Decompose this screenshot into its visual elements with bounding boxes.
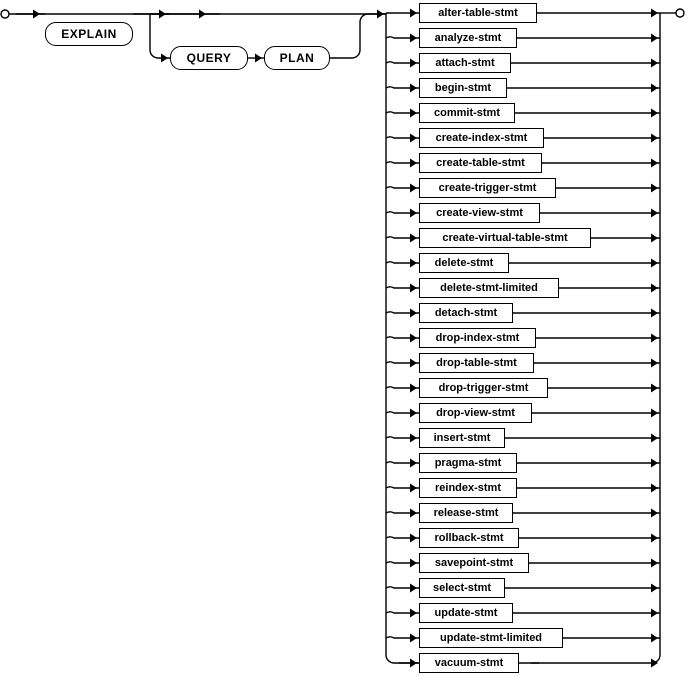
rule-detach-stmt[interactable]: detach-stmt xyxy=(419,303,513,323)
rule-create-table-stmt[interactable]: create-table-stmt xyxy=(419,153,542,173)
rule-attach-stmt[interactable]: attach-stmt xyxy=(419,53,511,73)
rule-vacuum-stmt[interactable]: vacuum-stmt xyxy=(419,653,519,673)
terminal-plan[interactable]: PLAN xyxy=(264,46,330,70)
rule-update-stmt[interactable]: update-stmt xyxy=(419,603,513,623)
rule-analyze-stmt[interactable]: analyze-stmt xyxy=(419,28,517,48)
rule-drop-view-stmt[interactable]: drop-view-stmt xyxy=(419,403,532,423)
rule-pragma-stmt[interactable]: pragma-stmt xyxy=(419,453,517,473)
rule-create-trigger-stmt[interactable]: create-trigger-stmt xyxy=(419,178,556,198)
rule-drop-index-stmt[interactable]: drop-index-stmt xyxy=(419,328,536,348)
terminal-explain[interactable]: EXPLAIN xyxy=(45,22,133,46)
rule-select-stmt[interactable]: select-stmt xyxy=(419,578,505,598)
rule-drop-trigger-stmt[interactable]: drop-trigger-stmt xyxy=(419,378,548,398)
rule-create-virtual-table-stmt[interactable]: create-virtual-table-stmt xyxy=(419,228,591,248)
rule-alter-table-stmt[interactable]: alter-table-stmt xyxy=(419,3,537,23)
rule-commit-stmt[interactable]: commit-stmt xyxy=(419,103,515,123)
rule-update-stmt-limited[interactable]: update-stmt-limited xyxy=(419,628,563,648)
rule-drop-table-stmt[interactable]: drop-table-stmt xyxy=(419,353,534,373)
rule-reindex-stmt[interactable]: reindex-stmt xyxy=(419,478,517,498)
rule-delete-stmt-limited[interactable]: delete-stmt-limited xyxy=(419,278,559,298)
rule-begin-stmt[interactable]: begin-stmt xyxy=(419,78,507,98)
rule-release-stmt[interactable]: release-stmt xyxy=(419,503,513,523)
rule-delete-stmt[interactable]: delete-stmt xyxy=(419,253,509,273)
rule-savepoint-stmt[interactable]: savepoint-stmt xyxy=(419,553,529,573)
rule-create-index-stmt[interactable]: create-index-stmt xyxy=(419,128,544,148)
rule-create-view-stmt[interactable]: create-view-stmt xyxy=(419,203,540,223)
terminal-query[interactable]: QUERY xyxy=(170,46,248,70)
rule-insert-stmt[interactable]: insert-stmt xyxy=(419,428,505,448)
rule-rollback-stmt[interactable]: rollback-stmt xyxy=(419,528,519,548)
